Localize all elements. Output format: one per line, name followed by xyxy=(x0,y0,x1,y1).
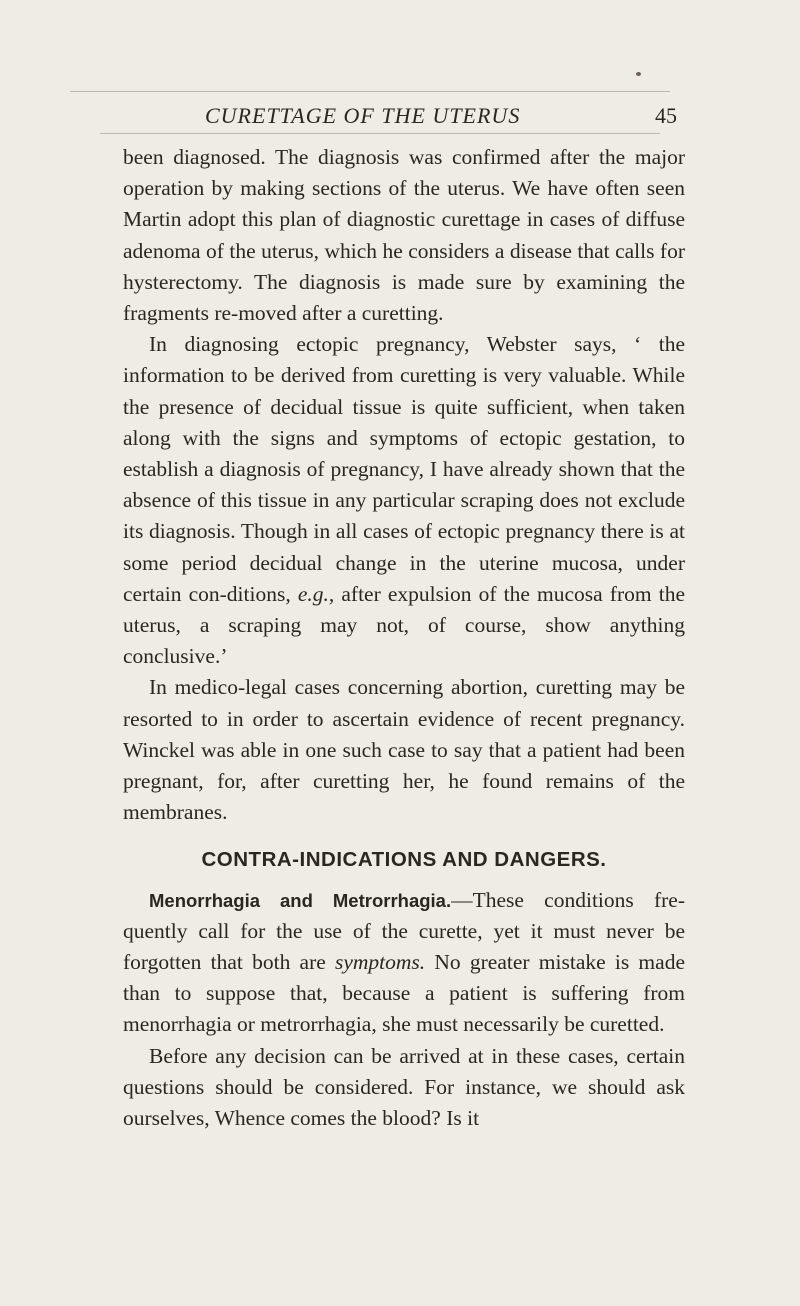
paragraph-5: Before any decision can be arrived at in these cases, certain questions should be considered. For instance, we should ask ourselves, Whence comes the blood? Is it xyxy=(123,1043,685,1131)
paragraph-2-eg: e.g., xyxy=(297,581,335,606)
body-text xyxy=(123,142,685,1134)
header-rule xyxy=(100,133,660,134)
paragraph-2-text: In diagnosing ectopic pregnancy, Webster says, ‘ the information to be derived from curetting is very valuable. While the presence of decidual tissue is quite sufficient, when taken along with the signs and symptoms of ectopic gestation, to establish a diagnosis of pregnancy, I have already shown that the absence of this tissue in any particular scraping does not exclude its diagnosis. Though in all cases of ectopic pregnancy there is at some period decidual change in the uterine mucosa, under certain con-ditions, xyxy=(123,332,685,606)
paragraph-4-text-a: —These conditions fre-quently call for the use of the curette, yet it must never be forgotten that both are xyxy=(123,887,685,975)
paragraph-4 xyxy=(123,885,685,1041)
paragraph-4-italic: symptoms. xyxy=(335,950,426,975)
paragraph-1: been diagnosed. The diagnosis was confirmed after the major operation by making sections of the uterus. We have often seen Martin adopt this plan of diagnostic curettage in cases of diffuse adenoma of the uterus, which he considers a disease that calls for hysterectomy. The diagnosis is made sure by examining the fragments re-moved after a curetting. xyxy=(123,145,685,326)
paragraph-3: In medico-legal cases concerning abortion, curetting may be resorted to in order to ascertain evidence of recent pregnancy. Winckel was able in one such case to say that a patient had been pregnant, for, after curetting her, he found remains of the membranes. xyxy=(123,675,685,825)
top-rule xyxy=(70,91,670,92)
runin-heading: Menorrhagia and Metrorrhagia. xyxy=(149,889,452,911)
paragraph-4-text-b: No greater mistake is made than to suppose that, because a patient is suffering from menorrhagia or metrorrhagia, she must necessarily be curetted. xyxy=(123,950,685,1037)
print-speck xyxy=(636,72,641,76)
section-heading: CONTRA-INDICATIONS AND DANGERS. xyxy=(201,848,607,872)
paragraph-2-tail: after expulsion of the mucosa from the uterus, a scraping may not, of course, show anything conclusive.’ xyxy=(123,581,685,669)
paragraph-2 xyxy=(123,329,685,672)
page-number: 45 xyxy=(655,103,677,128)
running-head: CURETTAGE OF THE UTERUS xyxy=(205,103,521,128)
